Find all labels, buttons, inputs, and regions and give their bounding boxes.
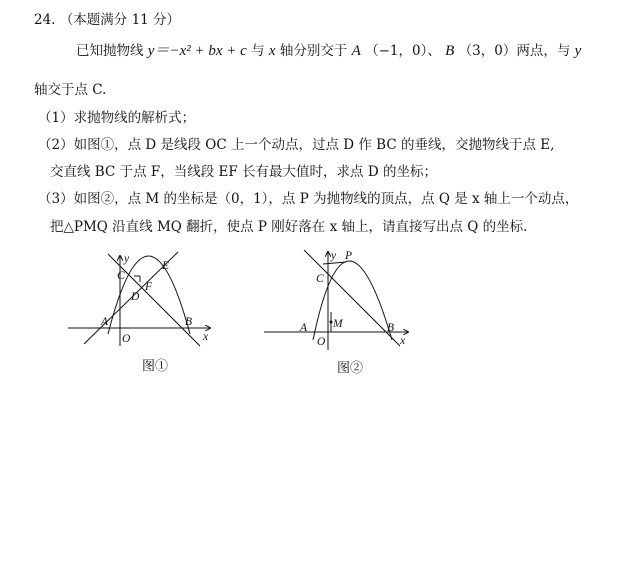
intro-prefix: 已知抛物线 xyxy=(76,43,144,59)
x-var: x xyxy=(268,43,276,59)
intro-line-2: 轴交于点 C. xyxy=(34,82,107,98)
point-a-coord: （−1，0）、 xyxy=(365,43,441,59)
intro-mid2: 轴分别交于 xyxy=(279,43,348,59)
point-b-label: B xyxy=(445,43,455,59)
figure-2-caption: 图② xyxy=(337,361,364,376)
fig2-label-y: y xyxy=(331,250,337,262)
fig1-label-c: C xyxy=(117,270,125,282)
point-b-coord: （3，0）两点，与 xyxy=(458,43,571,59)
fig1-label-a: A xyxy=(101,316,109,328)
intro-mid1: 与 xyxy=(251,43,265,59)
fig2-label-b: B xyxy=(387,322,395,334)
question-part-3-line-2: 把△PMQ 沿直线 MQ 翻折，使点 P 刚好落在 x 轴上，请直接写出点 Q 的坐标. xyxy=(50,219,528,235)
fig2-label-o: O xyxy=(317,336,326,348)
figure-1-caption: 图① xyxy=(142,359,169,374)
fig2-label-x: x xyxy=(400,335,406,347)
fig1-label-b: B xyxy=(185,316,193,328)
fig2-label-a: A xyxy=(300,322,308,334)
fig2-label-c: C xyxy=(316,273,324,285)
question-part-1: （1）求抛物线的解析式； xyxy=(38,110,196,126)
fig2-parabola xyxy=(313,261,395,340)
fig1-label-o: O xyxy=(122,333,131,345)
fig1-label-x: x xyxy=(203,331,209,343)
point-a-label: A xyxy=(351,43,361,59)
fig1-label-e: E xyxy=(162,260,170,272)
fig2-label-p: P xyxy=(345,250,353,262)
question-part-2-line-1: （2）如图①，点 D 是线段 OC 上一个动点，过点 D 作 BC 的垂线，交抛物线于点 E, xyxy=(38,137,555,153)
fig1-label-f: F xyxy=(145,281,153,293)
question-number: 24. xyxy=(34,12,56,28)
question-part-2-line-2: 交直线 BC 于点 F，当线段 EF 长有最大值时，求点 D 的坐标； xyxy=(50,164,437,180)
fig2-label-m: M xyxy=(333,318,343,330)
question-marks: （本题满分 11 分） xyxy=(59,12,181,28)
fig1-label-y: y xyxy=(124,253,130,265)
question-part-3-line-1: （3）如图②，点 M 的坐标是（0，1），点 P 为抛物线的顶点，点 Q 是 x 轴上一个动点， xyxy=(38,191,579,207)
fig1-label-d: D xyxy=(131,291,140,303)
figure-2 xyxy=(264,250,408,350)
parabola-equation: y＝−x² + bx + c xyxy=(147,43,247,59)
y-var: y xyxy=(574,43,582,59)
